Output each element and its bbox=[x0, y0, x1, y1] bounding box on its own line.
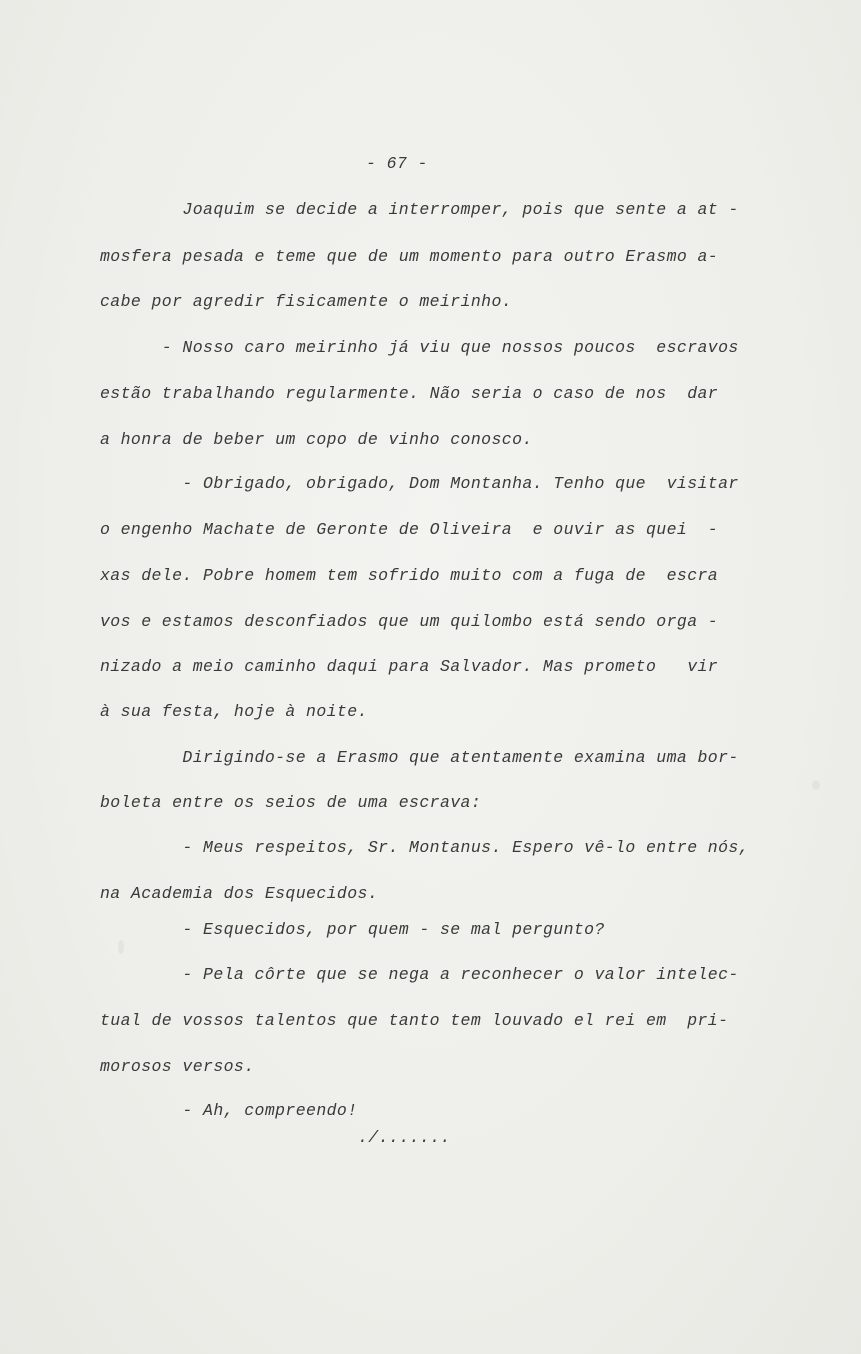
text-line: Joaquim se decide a interromper, pois que sente a at - bbox=[100, 200, 739, 219]
text-line: - Pela côrte que se nega a reconhecer o valor intelec- bbox=[100, 965, 739, 984]
paper-smudge bbox=[812, 780, 820, 790]
text-line: vos e estamos desconfiados que um quilombo está sendo orga - bbox=[100, 612, 719, 631]
paper-smudge bbox=[118, 940, 124, 954]
text-line: na Academia dos Esquecidos. bbox=[100, 884, 379, 903]
text-line: xas dele. Pobre homem tem sofrido muito com a fuga de escra bbox=[100, 566, 719, 585]
text-line: - Esquecidos, por quem - se mal pergunto? bbox=[100, 920, 605, 939]
text-line: à sua festa, hoje à noite. bbox=[100, 702, 368, 721]
text-line: cabe por agredir fisicamente o meirinho. bbox=[100, 292, 513, 311]
text-line: tual de vossos talentos que tanto tem louvado el rei em pri- bbox=[100, 1011, 729, 1030]
text-line: nizado a meio caminho daqui para Salvador. Mas prometo vir bbox=[100, 657, 719, 676]
text-line: - Meus respeitos, Sr. Montanus. Espero vê-lo entre nós, bbox=[100, 838, 750, 857]
text-line: Dirigindo-se a Erasmo que atentamente examina uma bor- bbox=[100, 748, 739, 767]
text-line: mosfera pesada e teme que de um momento para outro Erasmo a- bbox=[100, 247, 719, 266]
text-line: - Obrigado, obrigado, Dom Montanha. Tenho que visitar bbox=[100, 474, 739, 493]
text-line: morosos versos. bbox=[100, 1057, 255, 1076]
text-line: boleta entre os seios de uma escrava: bbox=[100, 793, 482, 812]
page-number: - 67 - bbox=[366, 154, 428, 173]
text-line: estão trabalhando regularmente. Não seria o caso de nos dar bbox=[100, 384, 719, 403]
continuation-mark: ./....... bbox=[358, 1128, 451, 1147]
text-line: - Ah, compreendo! bbox=[100, 1101, 358, 1120]
text-line: o engenho Machate de Geronte de Oliveira e ouvir as quei - bbox=[100, 520, 719, 539]
text-line: a honra de beber um copo de vinho conosco. bbox=[100, 430, 533, 449]
text-line: - Nosso caro meirinho já viu que nossos poucos escravos bbox=[100, 338, 739, 357]
